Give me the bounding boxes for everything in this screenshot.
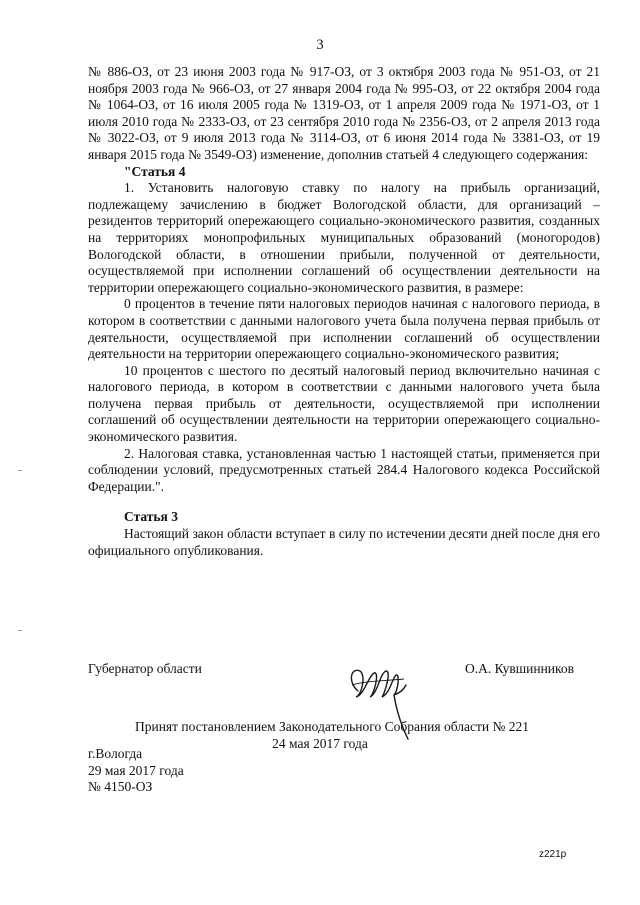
document-code: z221p	[539, 849, 567, 860]
page-number: 3	[316, 37, 324, 53]
article-4-heading: "Статья 4	[124, 163, 186, 179]
article-3-heading: Статья 3	[124, 509, 178, 525]
adoption-date: 24 мая 2017 года	[272, 735, 368, 751]
signatory-title: Губернатор области	[88, 661, 202, 676]
adoption-line-1: Принят постановлением Законодательного Собрания области № 221	[134, 719, 530, 734]
intro-paragraph: № 886-ОЗ, от 23 июня 2003 года № 917-ОЗ, от 3 октября 2003 года № 951-ОЗ, от 21 ноября 2003 года № 966-ОЗ, от 27 января 2004 года № 995-ОЗ, от 22 октября 2004 года № 1064-ОЗ, от 16 июля 2005 года № 1319-ОЗ, от 1 апреля 2009 года № 1971-ОЗ, от 1 июля 2010 года № 2333-ОЗ, от 23 сентября 2010 года № 2356-ОЗ, от 2 апреля 2013 года № 3022-ОЗ, от 9 июля 2013 года № 3114-ОЗ, от 6 июня 2014 года № 3381-ОЗ, от 19 января 2015 года № 3549-ОЗ) изменение, дополнив статьей 4 следующего содержания:	[88, 64, 600, 162]
article-4-paragraph-4: 2. Налоговая ставка, установленная частью 1 настоящей статьи, применяется при соблюдении условий, предусмотренных статьей 284.4 Налогового кодекса Российской Федерации.".	[88, 445, 600, 494]
footer-law-number: № 4150-ОЗ	[88, 779, 153, 795]
footer-date: 29 мая 2017 года	[88, 762, 184, 778]
signatory-name: О.А. Кувшинников	[465, 661, 575, 676]
margin-mark	[18, 630, 22, 631]
law-body	[88, 64, 600, 559]
article-4-paragraph-1: 1. Установить налоговую ставку по налогу на прибыль организаций, подлежащему зачислению в бюджет Вологодской области, для организаций – резидентов территорий опережающего социально-экономического развития, созданных на территориях монопрофильных муниципальных образований (моногородов) Вологодской области, в отношении прибыли, полученной от деятельности, осуществляемой при исполнении соглашений об осуществлении деятельности на территории опережающего социально-экономического развития, в размере:	[88, 180, 600, 295]
margin-mark	[18, 470, 22, 471]
article-4-paragraph-3: 10 процентов с шестого по десятый налоговый период включительно начиная с налогового периода, в котором в соответствии с данными налогового учета была получена первая прибыль от деятельности, осуществляемой при исполнении соглашений об осуществлении деятельности на территории опережающего социально-экономического развития.	[88, 362, 600, 445]
article-3-paragraph-1: Настоящий закон области вступает в силу по истечении десяти дней после дня его официального опубликования.	[88, 526, 600, 558]
article-4-paragraph-2: 0 процентов в течение пяти налоговых периодов начиная с налогового периода, в котором в соответствии с данными налогового учета была получена первая прибыль от деятельности, осуществляемой при исполнении соглашений об осуществлении деятельности на территории опережающего социально-экономического развития;	[88, 296, 600, 362]
document-footer	[88, 746, 184, 796]
footer-city: г.Вологда	[88, 746, 143, 761]
